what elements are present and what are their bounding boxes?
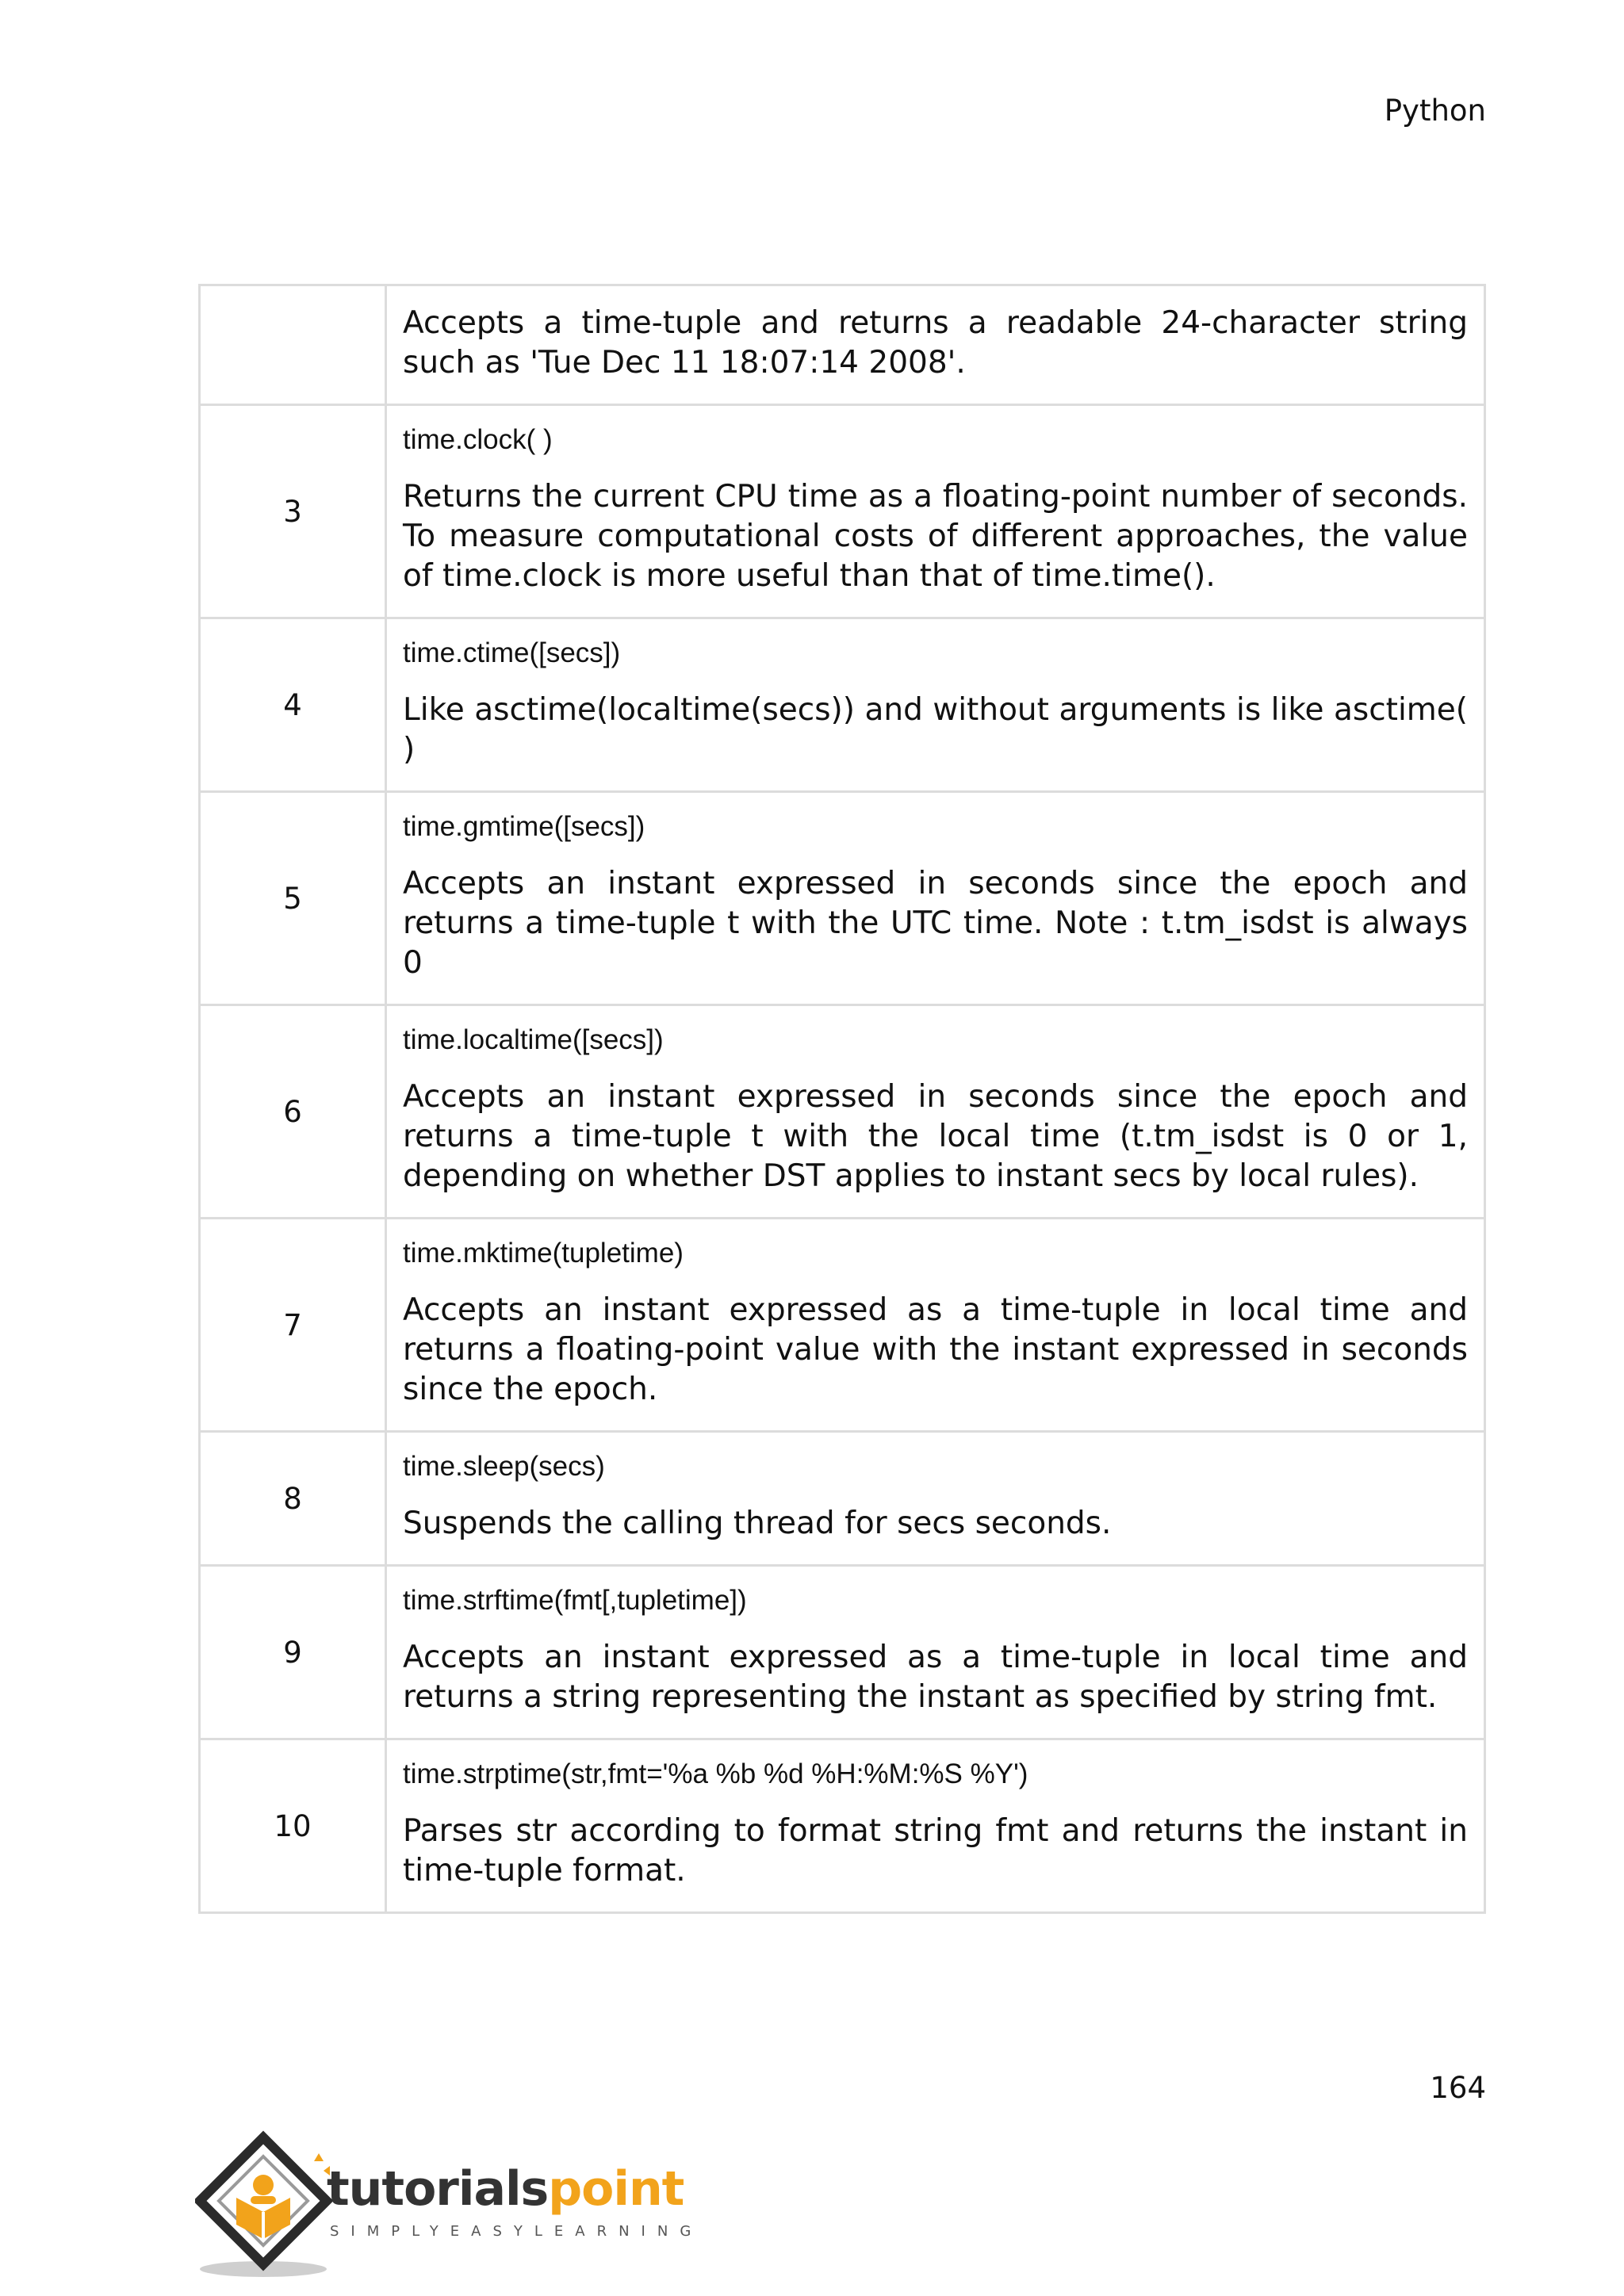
function-description: Accepts an instant expressed as a time-tuple in local time and returns a string representing the instant as specified by string fmt. — [403, 1640, 1468, 1715]
row-number: 3 — [200, 405, 386, 618]
logo-tagline: SIMPLYEASYLEARNING — [330, 2223, 703, 2240]
row-content — [386, 792, 1485, 1005]
tutorialspoint-logo — [195, 2130, 703, 2280]
function-description: Like asctime(localtime(secs)) and without arguments is like asctime( ) — [403, 692, 1468, 767]
table-row — [200, 285, 1485, 405]
function-name: time.sleep(secs) — [403, 1451, 605, 1482]
function-name: time.mktime(tupletime) — [403, 1238, 684, 1269]
table-row — [200, 618, 1485, 792]
function-description: Suspends the calling thread for secs seconds. — [403, 1506, 1112, 1541]
row-number: 6 — [200, 1005, 386, 1219]
row-number: 7 — [200, 1219, 386, 1432]
logo-word-point: point — [548, 2161, 684, 2217]
row-content — [386, 1432, 1485, 1566]
function-description: Accepts an instant expressed in seconds since the epoch and returns a time-tuple t with the UTC time. Note : t.tm_isdst is always 0 — [403, 866, 1468, 981]
row-content — [386, 1005, 1485, 1219]
table-row — [200, 1739, 1485, 1913]
function-description: Accepts an instant expressed as a time-tuple in local time and returns a floating-point value with the instant expressed in seconds since the epoch. — [403, 1292, 1468, 1407]
row-number: 9 — [200, 1566, 386, 1739]
row-content — [386, 405, 1485, 618]
row-number: 4 — [200, 618, 386, 792]
function-description: Parses str according to format string fmt and returns the instant in time-tuple format. — [403, 1813, 1468, 1888]
function-name: time.clock( ) — [403, 424, 553, 455]
page-number: 164 — [1430, 2071, 1486, 2105]
table-row — [200, 792, 1485, 1005]
row-content — [386, 285, 1485, 405]
function-name: time.strptime(str,fmt='%a %b %d %H:%M:%S %Y') — [403, 1758, 1028, 1789]
row-content — [386, 618, 1485, 792]
function-name: time.localtime([secs]) — [403, 1024, 664, 1055]
page-header-title: Python — [1384, 94, 1486, 128]
row-number: 10 — [200, 1739, 386, 1913]
logo-word-tutorials: tutorials — [327, 2161, 549, 2217]
function-name: time.strftime(fmt[,tupletime]) — [403, 1585, 747, 1616]
table-row — [200, 405, 1485, 618]
row-content — [386, 1219, 1485, 1432]
tutorialspoint-logo-icon — [195, 2130, 338, 2280]
table-row — [200, 1566, 1485, 1739]
table-row — [200, 1432, 1485, 1566]
function-description: Returns the current CPU time as a floating-point number of seconds. To measure computational costs of different approaches, the value of time.clock is more useful than that of time.time(). — [403, 479, 1468, 594]
logo-wordmark — [327, 2161, 684, 2217]
function-name: time.gmtime([secs]) — [403, 811, 645, 842]
row-content — [386, 1566, 1485, 1739]
row-number — [200, 285, 386, 405]
table-row — [200, 1219, 1485, 1432]
function-description: Accepts an instant expressed in seconds since the epoch and returns a time-tuple t with the local time (t.tm_isdst is 0 or 1, depending on whether DST applies to instant secs by local rules). — [403, 1079, 1468, 1194]
table-row — [200, 1005, 1485, 1219]
row-number: 5 — [200, 792, 386, 1005]
row-number: 8 — [200, 1432, 386, 1566]
function-name: time.ctime([secs]) — [403, 637, 621, 668]
function-table — [198, 284, 1486, 1914]
row-content — [386, 1739, 1485, 1913]
function-description: Accepts a time-tuple and returns a readable 24-character string such as 'Tue Dec 11 18:07:14 2008'. — [403, 305, 1468, 381]
